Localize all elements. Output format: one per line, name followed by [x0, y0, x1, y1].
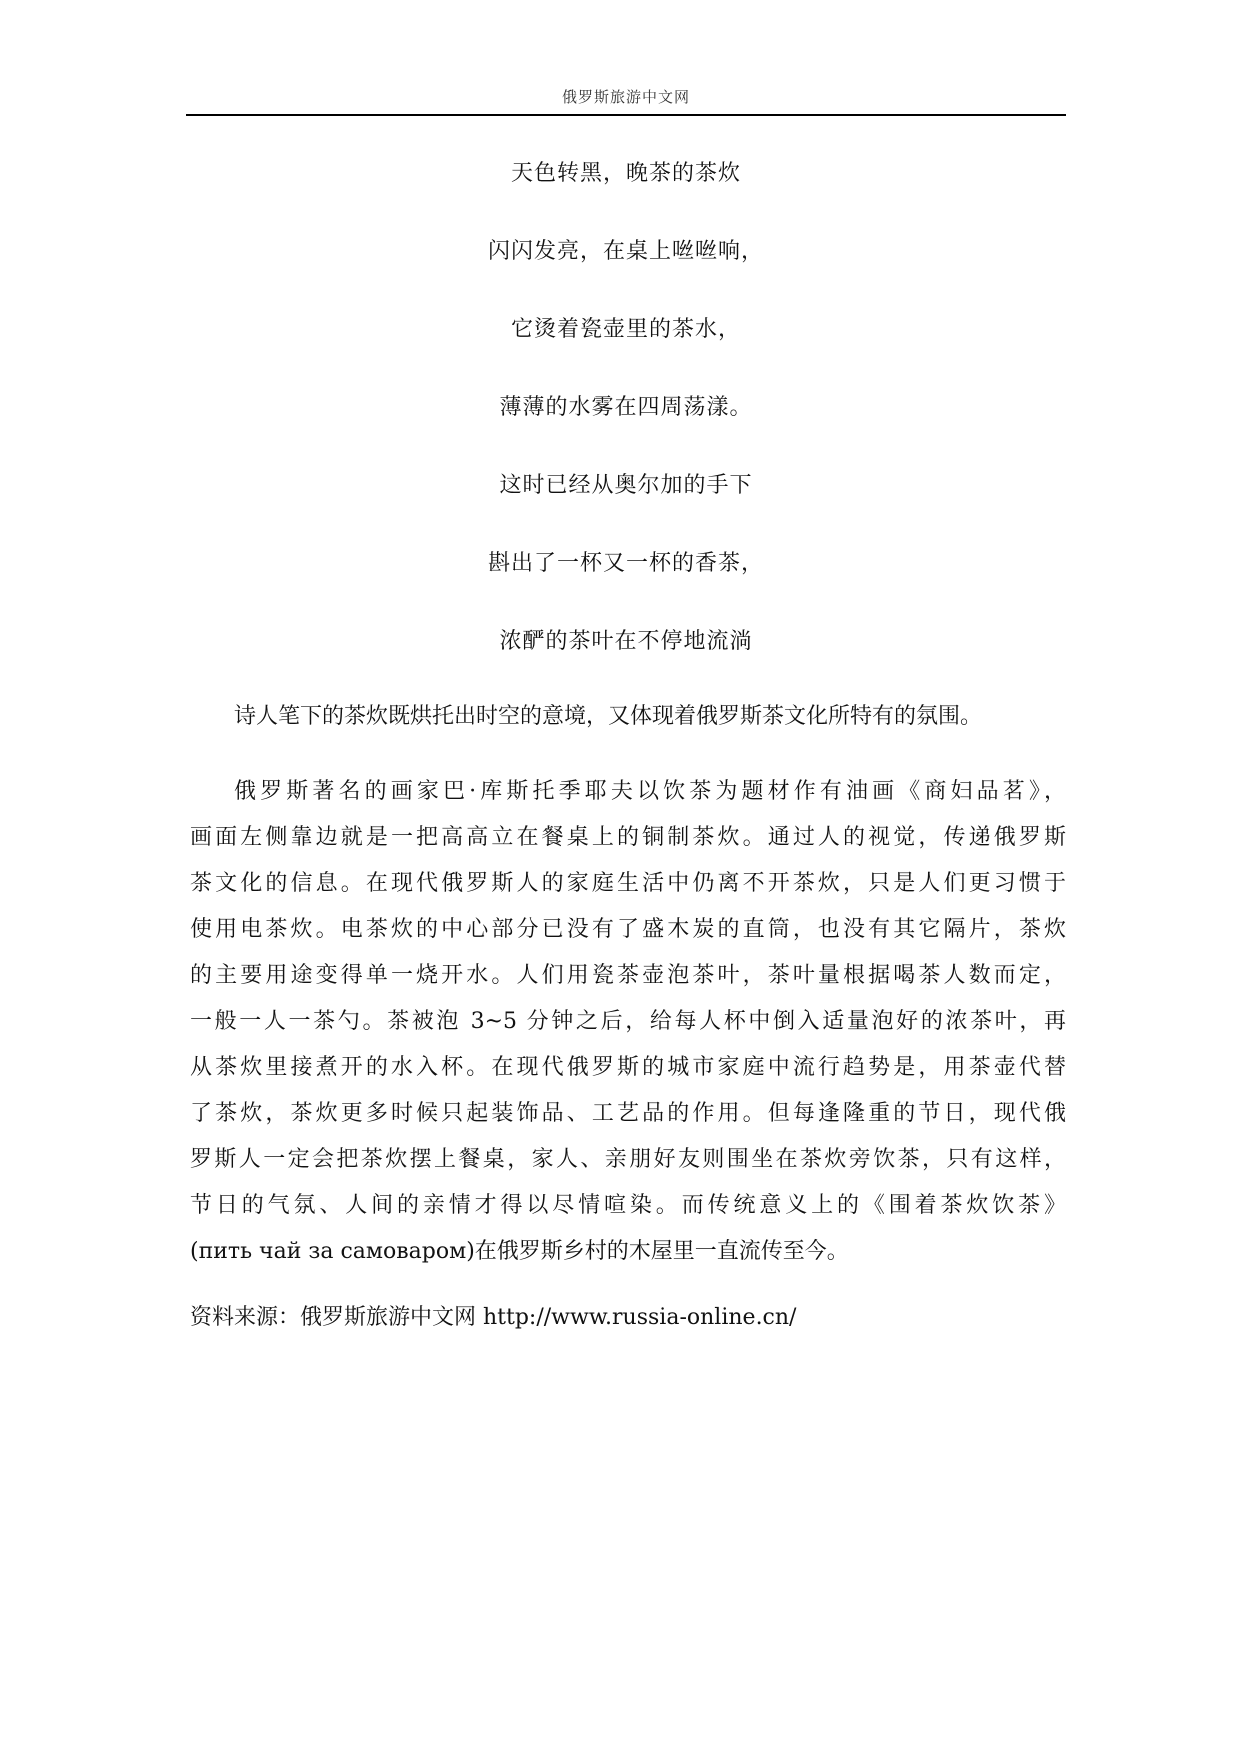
paragraph-line: 从茶炊里接煮开的水入杯。在现代俄罗斯的城市家庭中流行趋势是，用茶壶代替	[190, 1055, 1066, 1080]
paragraph-samovar-culture	[190, 769, 1066, 1275]
poem-line: 薄薄的水雾在四周荡漾。	[499, 395, 753, 420]
paragraph-line: 一般一人一茶勺。茶被泡 3~5 分钟之后，给每人杯中倒入适量泡好的浓茶叶，再	[190, 1009, 1066, 1034]
paragraph-line: 节日的气氛、人间的亲情才得以尽情喧染。而传统意义上的《围着茶炊饮茶》	[190, 1193, 1066, 1218]
paragraph-line: (пить чай за самоваром)在俄罗斯乡村的木屋里一直流传至今。	[190, 1239, 849, 1264]
poem-block	[186, 160, 1066, 706]
paragraph-poet-comment: 诗人笔下的茶炊既烘托出时空的意境，又体现着俄罗斯茶文化所特有的氛围。	[234, 704, 983, 729]
source-citation: 资料来源：俄罗斯旅游中文网 http://www.russia-online.cn/	[190, 1305, 797, 1330]
poem-line: 这时已经从奥尔加的手下	[499, 473, 753, 498]
poem-line: 浓酽的茶叶在不停地流淌	[499, 629, 753, 654]
header-divider	[186, 114, 1066, 116]
paragraph-line: 罗斯人一定会把茶炊摆上餐桌，家人、亲朋好友则围坐在茶炊旁饮茶，只有这样，	[190, 1147, 1066, 1172]
paragraph-line: 使用电茶炊。电茶炊的中心部分已没有了盛木炭的直筒，也没有其它隔片，茶炊	[190, 917, 1066, 942]
poem-line: 它烫着瓷壶里的茶水，	[510, 317, 741, 342]
paragraph-line: 茶文化的信息。在现代俄罗斯人的家庭生活中仍离不开茶炊，只是人们更习惯于	[190, 871, 1066, 896]
poem-line: 天色转黑，晚茶的茶炊	[510, 161, 741, 186]
body-text	[190, 703, 1066, 1333]
paragraph-line: 画面左侧靠边就是一把高高立在餐桌上的铜制茶炊。通过人的视觉，传递俄罗斯	[190, 825, 1066, 850]
poem-line: 斟出了一杯又一杯的香茶，	[487, 551, 764, 576]
page-header: 俄罗斯旅游中文网	[561, 88, 690, 106]
paragraph-line: 的主要用途变得单一烧开水。人们用瓷茶壶泡茶叶，茶叶量根据喝茶人数而定，	[190, 963, 1066, 988]
paragraph-line: 俄罗斯著名的画家巴·库斯托季耶夫以饮茶为题材作有油画《商妇品茗》，	[234, 779, 1066, 804]
paragraph-line: 了茶炊，茶炊更多时候只起装饰品、工艺品的作用。但每逢隆重的节日，现代俄	[190, 1101, 1066, 1126]
poem-line: 闪闪发亮，在桌上咝咝响，	[487, 239, 764, 264]
